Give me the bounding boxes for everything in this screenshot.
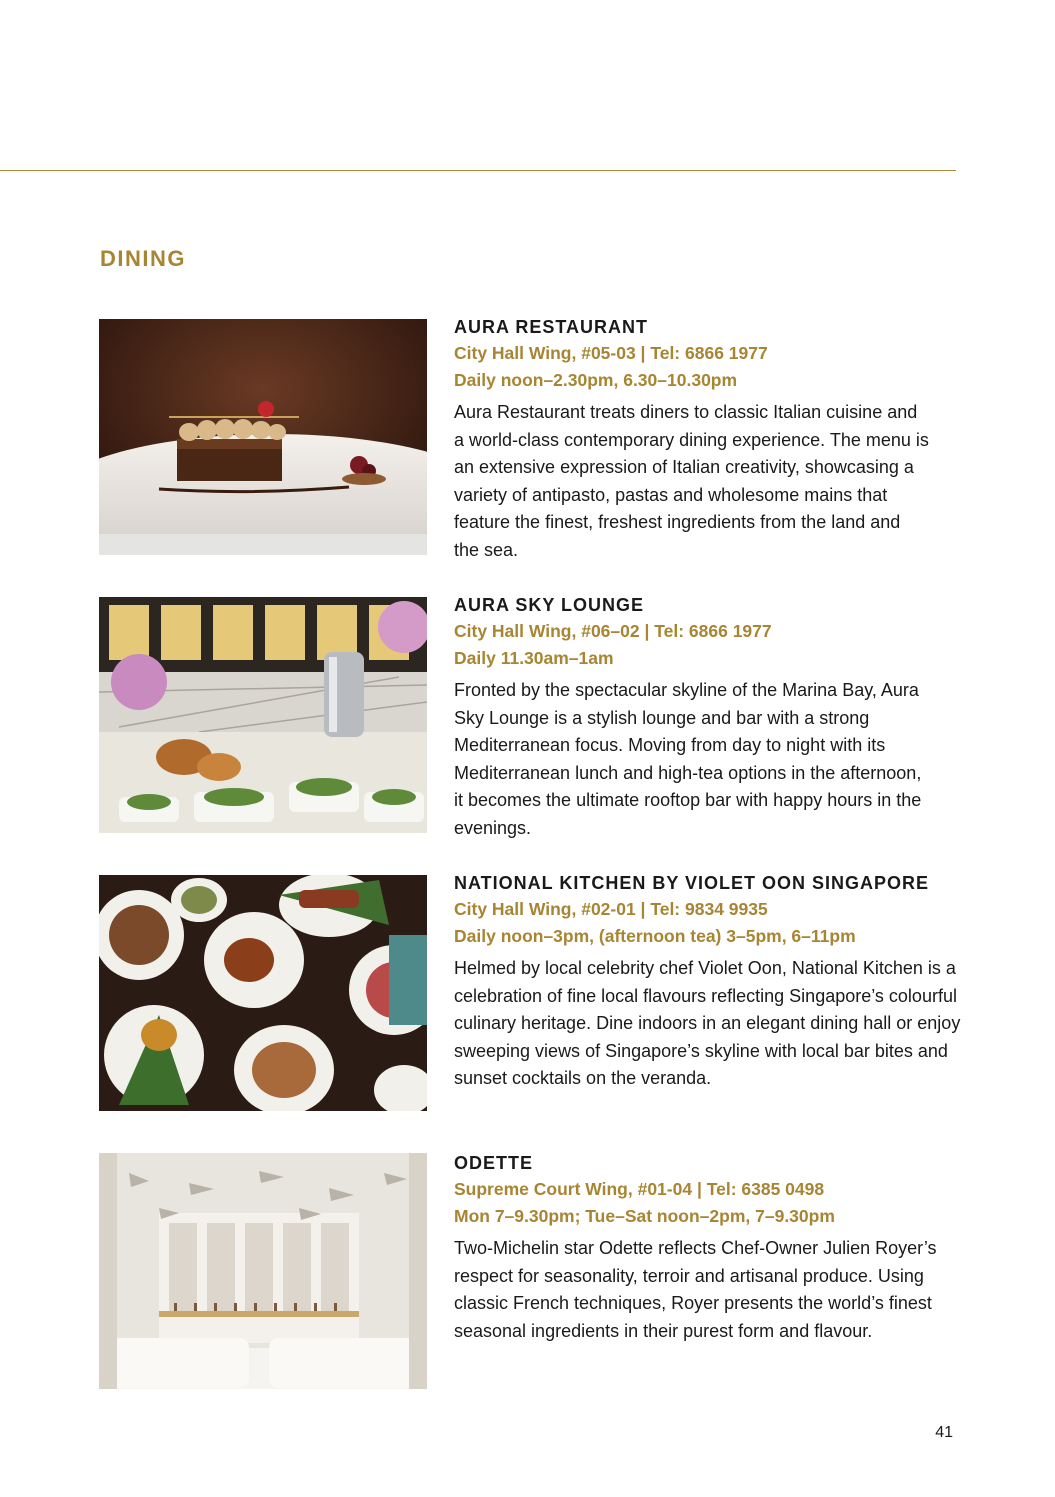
restaurant-entry bbox=[454, 315, 984, 565]
restaurant-hours: Daily noon–3pm, (afternoon tea) 3–5pm, 6–11pm bbox=[454, 926, 856, 946]
odette-photo bbox=[99, 1153, 427, 1389]
national-kitchen-photo bbox=[99, 875, 427, 1111]
restaurant-location: City Hall Wing, #06–02 | Tel: 6866 1977 bbox=[454, 621, 772, 641]
restaurant-entry bbox=[454, 1151, 984, 1345]
restaurant-name: AURA RESTAURANT bbox=[454, 317, 648, 337]
aura-restaurant-photo bbox=[99, 319, 427, 555]
restaurant-name: ODETTE bbox=[454, 1153, 534, 1173]
restaurant-name: AURA SKY LOUNGE bbox=[454, 595, 645, 615]
page-number: 41 bbox=[935, 1424, 953, 1441]
top-divider bbox=[0, 170, 956, 171]
aura-sky-lounge-photo bbox=[99, 597, 427, 833]
restaurant-description: Fronted by the spectacular skyline of the Marina Bay, Aura Sky Lounge is a stylish lounge and bar with a strong Mediterranean focus. Moving from day to night with its Mediterranean lunch and high-tea options in the afternoon, it becomes the ultimate rooftop bar with happy hours in the evenings. bbox=[454, 680, 922, 838]
restaurant-entry bbox=[454, 593, 984, 843]
restaurant-description: Helmed by local celebrity chef Violet Oon, National Kitchen is a celebration of fine local flavours reflecting Singapore’s colourful culinary heritage. Dine indoors in an elegant dining hall or enjoy sweeping views of Singapore’s skyline with local bar bites and sunset cocktails on the veranda. bbox=[454, 958, 961, 1089]
restaurant-location: City Hall Wing, #02-01 | Tel: 9834 9935 bbox=[454, 899, 768, 919]
restaurant-location: City Hall Wing, #05-03 | Tel: 6866 1977 bbox=[454, 343, 768, 363]
restaurant-description: Aura Restaurant treats diners to classic Italian cuisine and a world-class contemporary dining experience. The menu is an extensive expression of Italian creativity, showcasing a variety of antipasto, pastas and wholesome mains that feature the finest, freshest ingredients from the land and the sea. bbox=[454, 402, 929, 560]
restaurant-entry bbox=[454, 871, 984, 1093]
restaurant-name: NATIONAL KITCHEN BY VIOLET OON SINGAPORE bbox=[454, 873, 930, 893]
restaurant-hours: Daily 11.30am–1am bbox=[454, 648, 614, 668]
restaurant-hours: Daily noon–2.30pm, 6.30–10.30pm bbox=[454, 370, 738, 390]
restaurant-location: Supreme Court Wing, #01-04 | Tel: 6385 0498 bbox=[454, 1179, 825, 1199]
section-title: DINING bbox=[100, 246, 186, 271]
restaurant-description: Two-Michelin star Odette reflects Chef-Owner Julien Royer’s respect for seasonality, terroir and artisanal produce. Using classic French techniques, Royer presents the world’s finest seasonal ingredients in their purest form and flavour. bbox=[454, 1238, 937, 1341]
restaurant-hours: Mon 7–9.30pm; Tue–Sat noon–2pm, 7–9.30pm bbox=[454, 1206, 835, 1226]
